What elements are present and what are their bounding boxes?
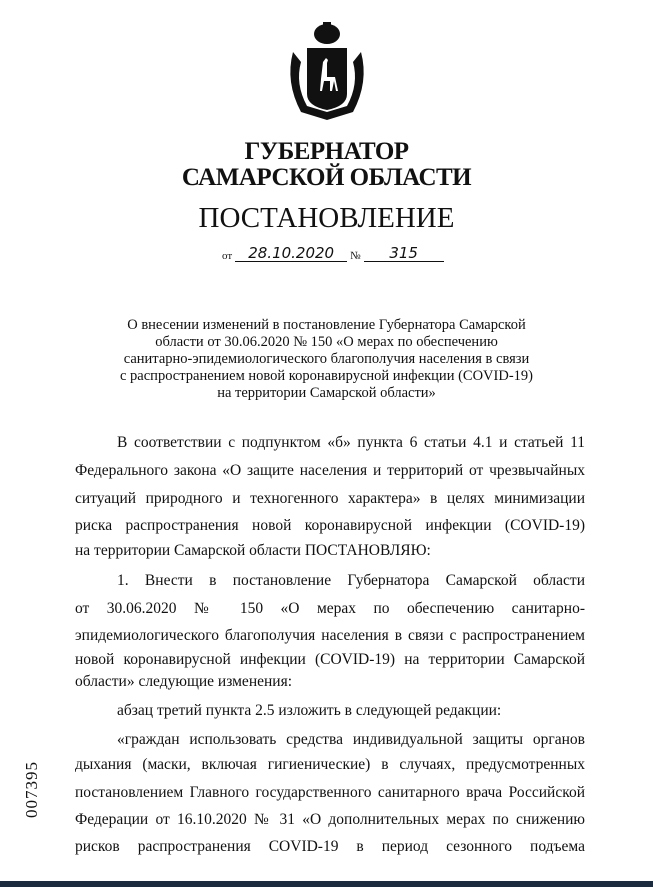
date-prefix: от xyxy=(222,250,233,262)
issuer-region: САМАРСКОЙ ОБЛАСТИ xyxy=(181,164,472,191)
heading-line: на территории Самарской области» xyxy=(217,385,436,401)
body-line: абзац третий пункта 2.5 изложить в следующей редакции: xyxy=(117,702,502,719)
body-line: на территории Самарской области ПОСТАНОВЛЯЮ: xyxy=(75,542,431,559)
coat-of-arms-emblem xyxy=(283,22,371,122)
heading-line: санитарно-эпидемиологического благополучия населения в связи xyxy=(123,351,530,367)
bottom-bar xyxy=(0,881,653,887)
body-line: Федерального закона «О защите населения и территорий от чрезвычайных xyxy=(75,462,585,479)
body-line: новой коронавирусной инфекции (COVID-19) на территории Самарской xyxy=(75,651,585,668)
body-line: ситуаций природного и техногенного характера» в целях минимизации xyxy=(75,490,585,507)
document-date: 28.10.2020 xyxy=(235,245,347,262)
body-line: дыхания (маски, включая гигиенические) в случаях, предусмотренных xyxy=(75,756,585,773)
body-line: постановлением Главного государственного санитарного врача Российской xyxy=(75,784,585,801)
date-number-line xyxy=(222,245,444,262)
body-line: Федерации от 16.10.2020 № 31 «О дополнительных мерах по снижению xyxy=(75,811,585,828)
body-line: риска распространения новой коронавирусной инфекции (COVID-19) xyxy=(75,517,585,534)
heading-line: с распространением новой коронавирусной инфекции (COVID-19) xyxy=(120,368,533,384)
body-line: В соответствии с подпунктом «б» пункта 6 статьи 4.1 и статьей 11 xyxy=(117,434,585,451)
body-line: от 30.06.2020 № 150 «О мерах по обеспечению санитарно- xyxy=(75,600,585,617)
heading-line: области от 30.06.2020 № 150 «О мерах по обеспечению xyxy=(155,334,498,350)
document-heading xyxy=(0,317,653,402)
body-line: эпидемиологического благополучия населения в связи с распространением xyxy=(75,627,585,644)
number-prefix: № xyxy=(350,250,361,262)
document-type: ПОСТАНОВЛЕНИЕ xyxy=(198,202,455,234)
body-line: 1. Внести в постановление Губернатора Самарской области xyxy=(117,572,585,589)
side-serial-number: 007395 xyxy=(22,761,41,818)
issuer-title: ГУБЕРНАТОР xyxy=(244,138,409,165)
body-line: области» следующие изменения: xyxy=(75,673,293,690)
document-number: 315 xyxy=(364,245,444,262)
heading-line: О внесении изменений в постановление Губернатора Самарской xyxy=(127,317,526,333)
body-line: рисков распространения COVID-19 в период сезонного подъема xyxy=(75,838,585,855)
body-line: «граждан использовать средства индивидуальной защиты органов xyxy=(117,731,585,748)
